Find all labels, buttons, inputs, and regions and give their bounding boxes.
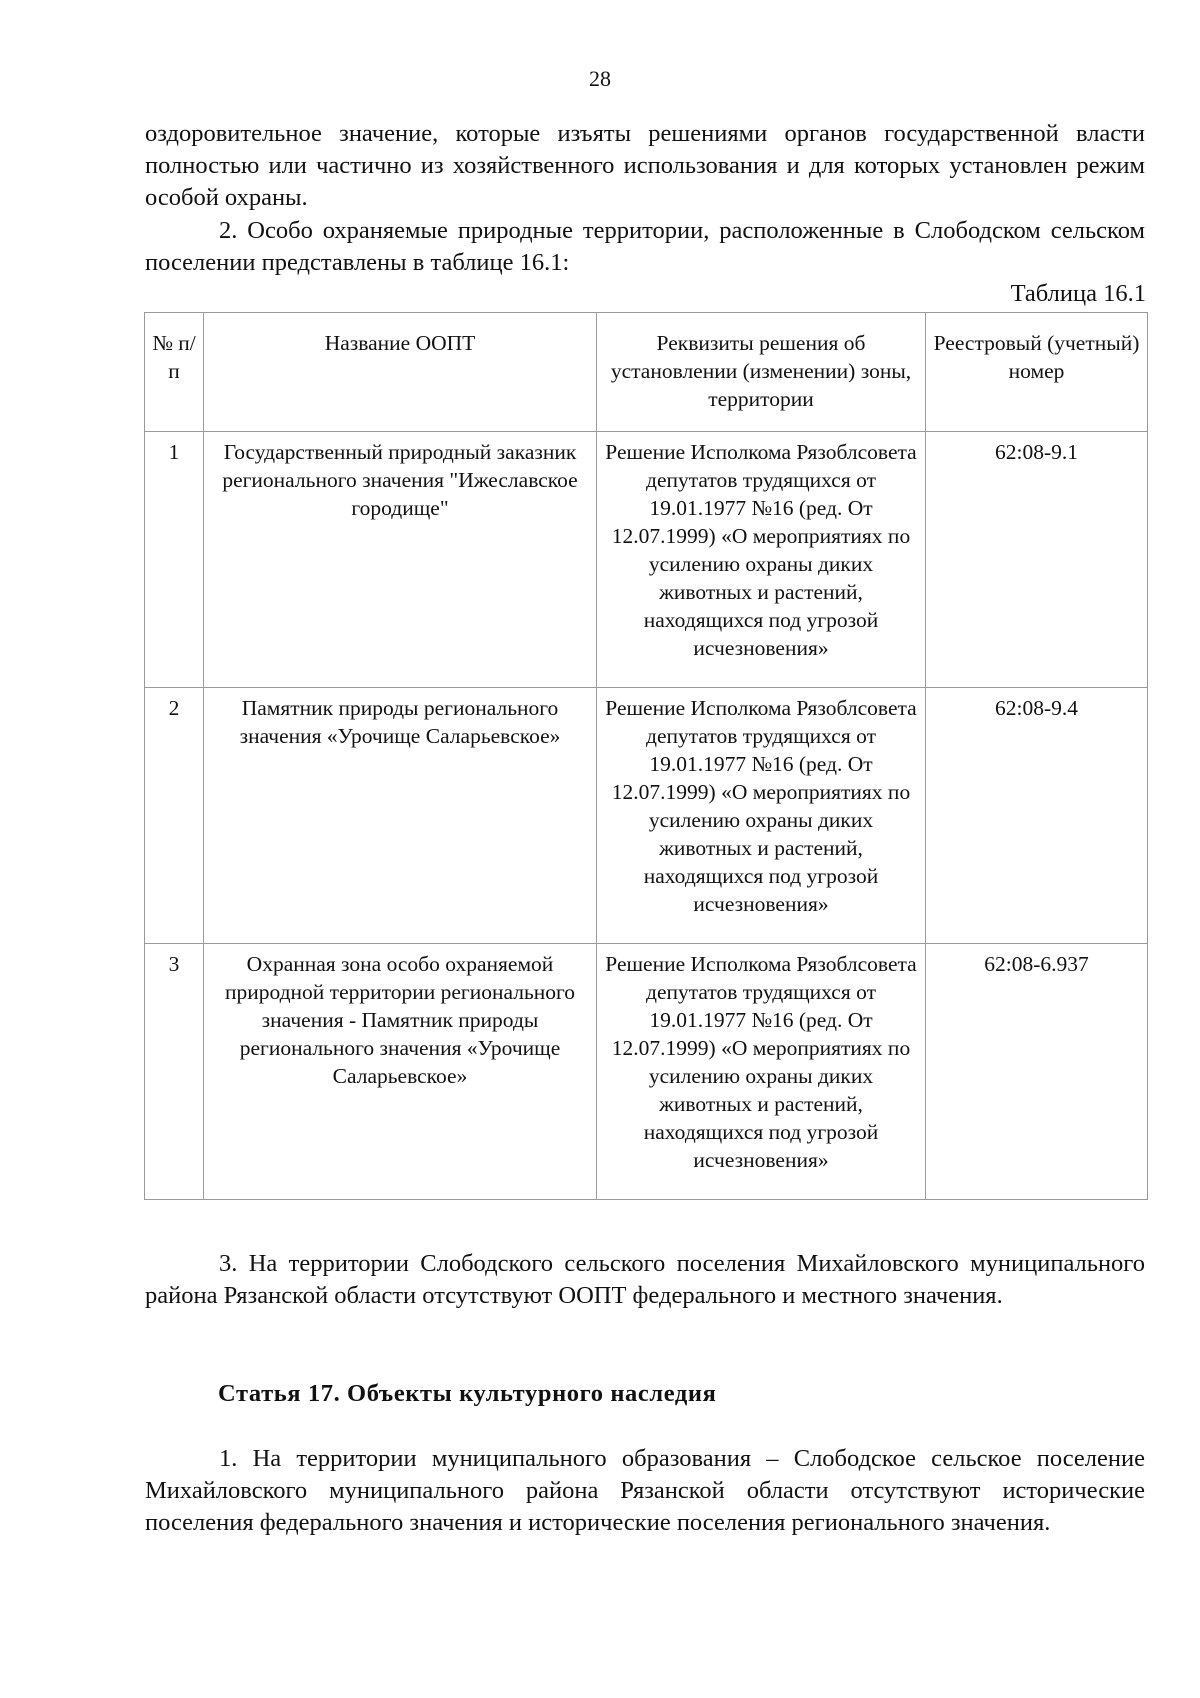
table-row xyxy=(145,688,1148,944)
header-decision: Реквизиты решения об установлении (изменении) зоны, территории xyxy=(597,313,926,432)
paragraph-2: 2. Особо охраняемые природные территории, расположенные в Слободском сельском поселении представлены в таблице 16.1: xyxy=(145,217,1145,276)
row-decision: Решение Исполкома Рязоблсовета депутатов трудящихся от 19.01.1977 №16 (ред. От 12.07.1999) «О мероприятиях по усилению охраны диких животных и растений, находящихся под угрозой исчезновения» xyxy=(597,688,926,944)
header-num: № п/п xyxy=(145,313,204,432)
row-num: 1 xyxy=(145,432,204,688)
row-name: Памятник природы регионального значения «Урочище Саларьевское» xyxy=(204,688,597,944)
row-num: 2 xyxy=(145,688,204,944)
page-number: 28 xyxy=(589,66,611,91)
table-row xyxy=(145,944,1148,1200)
paragraph-3: 3. На территории Слободского сельского поселения Михайловского муниципального района Рязанской области отсутствуют ООПТ федерального и местного значения. xyxy=(145,1250,1145,1309)
row-reg-number: 62:08-6.937 xyxy=(926,944,1148,1200)
row-decision: Решение Исполкома Рязоблсовета депутатов трудящихся от 19.01.1977 №16 (ред. От 12.07.1999) «О мероприятиях по усилению охраны диких животных и растений, находящихся под угрозой исчезновения» xyxy=(597,944,926,1200)
oopt-table xyxy=(144,312,1148,1200)
table-caption: Таблица 16.1 xyxy=(1010,280,1146,307)
header-reg-number: Реестровый (учетный) номер xyxy=(926,313,1148,432)
row-num: 3 xyxy=(145,944,204,1200)
row-reg-number: 62:08-9.4 xyxy=(926,688,1148,944)
row-decision: Решение Исполкома Рязоблсовета депутатов трудящихся от 19.01.1977 №16 (ред. От 12.07.1999) «О мероприятиях по усилению охраны диких животных и растений, находящихся под угрозой исчезновения» xyxy=(597,432,926,688)
row-reg-number: 62:08-9.1 xyxy=(926,432,1148,688)
article-heading: Статья 17. Объекты культурного наследия xyxy=(218,1380,717,1407)
table-row xyxy=(145,432,1148,688)
header-name: Название ООПТ xyxy=(204,313,597,432)
paragraph-intro: оздоровительное значение, которые изъяты решениями органов государственной власти полностью или частично из хозяйственного использования и для которых установлен режим особой охраны. xyxy=(145,120,1145,211)
paragraph-article-17-1: 1. На территории муниципального образования – Слободское сельское поселение Михайловского муниципального района Рязанской области отсутствуют исторические поселения федерального значения и исторические поселения регионального значения. xyxy=(145,1445,1145,1536)
table-header-row xyxy=(145,313,1148,432)
row-name: Охранная зона особо охраняемой природной территории регионального значения - Памятник природы регионального значения «Урочище Саларьевское» xyxy=(204,944,597,1200)
row-name: Государственный природный заказник регионального значения "Ижеславское городище" xyxy=(204,432,597,688)
